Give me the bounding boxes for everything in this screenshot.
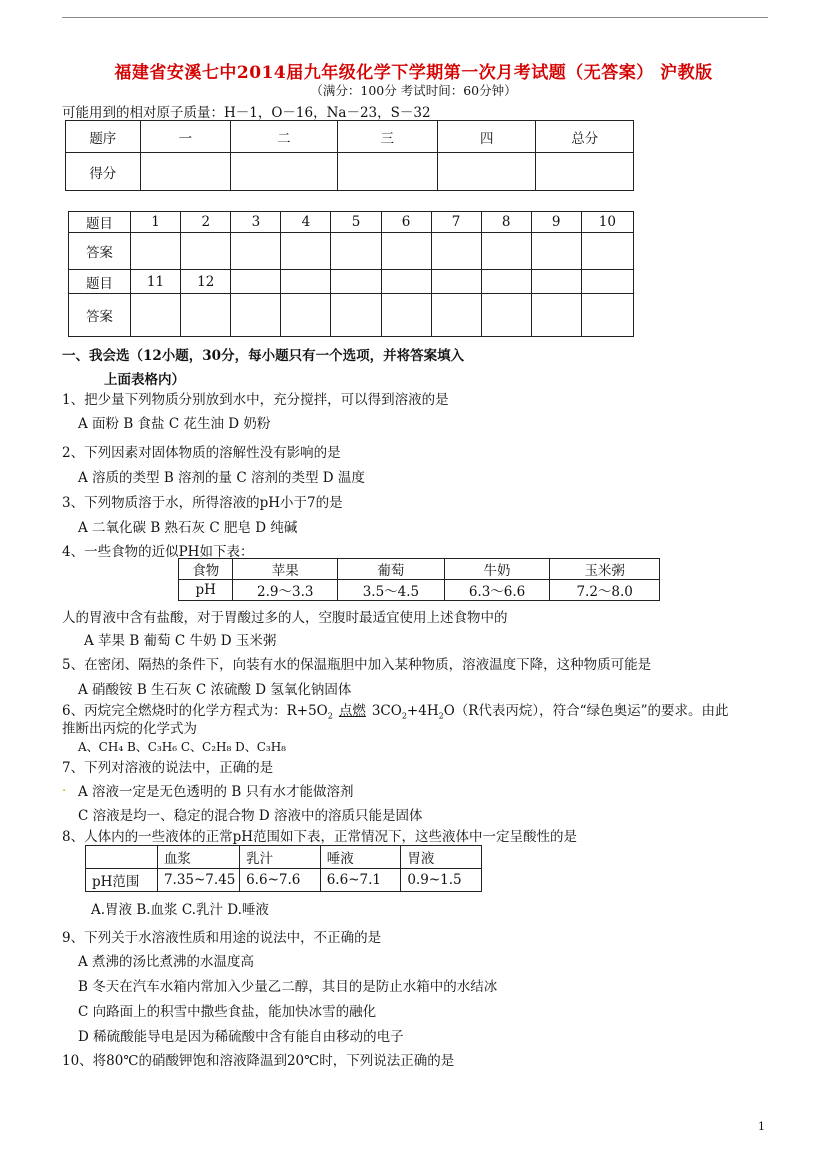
fluid-ph-header bbox=[86, 846, 158, 869]
food-ph-value: 6.3～6.6 bbox=[444, 580, 550, 601]
section-heading: 一、我会选（12小题，30分，每小题只有一个选项，并将答案填入 bbox=[62, 348, 465, 364]
food-ph-value: 3.5～4.5 bbox=[338, 580, 445, 601]
question-2-stem: 2、下列因素对固体物质的溶解性没有影响的是 bbox=[62, 445, 341, 461]
answer-label: 答案 bbox=[69, 233, 131, 270]
question-number: 7 bbox=[431, 212, 481, 233]
question-7-options-cd: C 溶液是均一、稳定的混合物 D 溶液中的溶质只能是固体 bbox=[78, 808, 423, 824]
score-header-cell: 一 bbox=[140, 121, 231, 153]
food-ph-value: 7.2～8.0 bbox=[550, 580, 660, 601]
top-rule bbox=[62, 17, 768, 18]
question-9-option-d: D 稀硫酸能导电是因为稀硫酸中含有能自由移动的电子 bbox=[78, 1029, 404, 1045]
question-5-stem: 5、在密闭、隔热的条件下，向装有水的保温瓶胆中加入某种物质，溶液温度下降，这种物质可能是 bbox=[62, 657, 652, 673]
reaction-condition: 点燃 bbox=[338, 703, 366, 719]
equation-part: +4H bbox=[406, 703, 439, 719]
exam-info: （满分：100分 考试时间：60分钟） bbox=[310, 83, 517, 98]
score-header-cell: 二 bbox=[231, 121, 337, 153]
question-6-line2: 推断出丙烷的化学式为 bbox=[62, 721, 197, 737]
empty-cell bbox=[381, 270, 431, 294]
answer-cell[interactable] bbox=[381, 233, 431, 270]
question-number: 10 bbox=[581, 212, 633, 233]
question-number: 9 bbox=[531, 212, 581, 233]
score-row-label: 得分 bbox=[66, 153, 141, 191]
page-number: 1 bbox=[758, 1120, 765, 1133]
answer-question-label: 题目 bbox=[69, 212, 131, 233]
question-7-stem: 7、下列对溶液的说法中，正确的是 bbox=[62, 760, 274, 776]
question-number: 6 bbox=[381, 212, 431, 233]
question-9-option-a: A 煮沸的汤比煮沸的水温度高 bbox=[78, 954, 255, 970]
question-4-text: 人的胃液中含有盐酸，对于胃酸过多的人，空腹时最适宜使用上述食物中的 bbox=[62, 610, 508, 626]
answer-cell[interactable] bbox=[481, 233, 531, 270]
empty-cell bbox=[231, 294, 281, 337]
fluid-ph-header: 血浆 bbox=[157, 846, 239, 869]
question-number: 1 bbox=[130, 212, 180, 233]
page-title: 福建省安溪七中2014届九年级化学下学期第一次月考试题（无答案） 沪教版 bbox=[114, 63, 713, 83]
question-9-option-c: C 向路面上的积雪中撒些食盐，能加快冰雪的融化 bbox=[78, 1004, 377, 1020]
answer-table bbox=[68, 211, 634, 337]
question-10-stem: 10、将80℃的硝酸钾饱和溶液降温到20℃时，下列说法正确的是 bbox=[62, 1053, 455, 1069]
answer-cell[interactable] bbox=[331, 233, 381, 270]
score-header-cell: 题序 bbox=[66, 121, 141, 153]
section-heading-cont: 上面表格内） bbox=[104, 372, 185, 388]
score-cell[interactable] bbox=[140, 153, 231, 191]
subscript: 2 bbox=[327, 711, 333, 721]
score-cell[interactable] bbox=[337, 153, 437, 191]
score-table bbox=[65, 120, 634, 191]
food-ph-header: 苹果 bbox=[233, 559, 338, 580]
answer-cell[interactable] bbox=[431, 233, 481, 270]
question-9-stem: 9、下列关于水溶液性质和用途的说法中，不正确的是 bbox=[62, 930, 382, 946]
body-fluid-ph-table bbox=[85, 845, 482, 892]
fluid-ph-header: 乳汁 bbox=[240, 846, 321, 869]
fluid-ph-header: 胃液 bbox=[401, 846, 482, 869]
question-number: 3 bbox=[231, 212, 281, 233]
fluid-ph-value: 7.35~7.45 bbox=[157, 869, 239, 892]
question-7-options-ab: A 溶液一定是无色透明的 B 只有水才能做溶剂 bbox=[78, 784, 354, 800]
food-ph-header: 葡萄 bbox=[338, 559, 445, 580]
question-8-options: A.胃液 B.血浆 C.乳汁 D.唾液 bbox=[91, 902, 269, 918]
empty-cell bbox=[331, 294, 381, 337]
food-ph-table bbox=[178, 558, 660, 601]
answer-cell[interactable] bbox=[231, 233, 281, 270]
score-cell[interactable] bbox=[231, 153, 337, 191]
answer-cell[interactable] bbox=[581, 233, 633, 270]
equation-part: O（R代表丙烷），符合“绿色奥运”的要求。由此 bbox=[443, 703, 729, 719]
empty-cell bbox=[581, 270, 633, 294]
answer-cell[interactable] bbox=[281, 233, 331, 270]
empty-cell bbox=[331, 270, 381, 294]
question-1-stem: 1、把少量下列物质分别放到水中，充分搅拌，可以得到溶液的是 bbox=[62, 392, 449, 408]
answer-label: 答案 bbox=[69, 294, 131, 337]
empty-cell bbox=[281, 270, 331, 294]
question-number: 8 bbox=[481, 212, 531, 233]
question-6-options: A、CH₄ B、C₃H₆ C、C₂H₈ D、C₃H₈ bbox=[78, 740, 286, 754]
empty-cell bbox=[231, 270, 281, 294]
question-5-options: A 硝酸铵 B 生石灰 C 浓硫酸 D 氢氧化钠固体 bbox=[78, 682, 352, 698]
question-9-option-b: B 冬天在汽车水箱内常加入少量乙二醇，其目的是防止水箱中的水结冰 bbox=[78, 979, 498, 995]
question-2-options: A 溶质的类型 B 溶剂的量 C 溶剂的类型 D 温度 bbox=[78, 470, 365, 486]
question-number: 4 bbox=[281, 212, 331, 233]
equation-part: 6、丙烷完全燃烧时的化学方程式为：R+5O bbox=[62, 703, 328, 719]
empty-cell bbox=[531, 294, 581, 337]
food-ph-header: 玉米粥 bbox=[550, 559, 660, 580]
fluid-ph-header: 唾液 bbox=[320, 846, 401, 869]
question-number: 12 bbox=[181, 270, 231, 294]
food-ph-header: 食物 bbox=[179, 559, 233, 580]
answer-question-label: 题目 bbox=[69, 270, 131, 294]
score-header-cell: 四 bbox=[438, 121, 536, 153]
empty-cell bbox=[581, 294, 633, 337]
stray-dot: . bbox=[62, 780, 67, 795]
empty-cell bbox=[531, 270, 581, 294]
food-ph-header: 牛奶 bbox=[444, 559, 550, 580]
fluid-ph-label: pH范围 bbox=[86, 869, 158, 892]
subscript: 2 bbox=[401, 711, 407, 721]
fluid-ph-value: 6.6~7.1 bbox=[320, 869, 401, 892]
question-number: 5 bbox=[331, 212, 381, 233]
answer-cell[interactable] bbox=[531, 233, 581, 270]
empty-cell bbox=[481, 294, 531, 337]
question-4-options: A 苹果 B 葡萄 C 牛奶 D 玉米粥 bbox=[84, 633, 277, 649]
fluid-ph-value: 6.6~7.6 bbox=[240, 869, 321, 892]
fluid-ph-value: 0.9~1.5 bbox=[401, 869, 482, 892]
food-ph-label: pH bbox=[179, 580, 233, 601]
question-4-stem: 4、一些食物的近似PH如下表： bbox=[62, 544, 254, 560]
empty-cell bbox=[281, 294, 331, 337]
answer-cell[interactable] bbox=[130, 294, 180, 337]
question-3-options: A 二氧化碳 B 熟石灰 C 肥皂 D 纯碱 bbox=[78, 520, 298, 536]
question-number: 2 bbox=[181, 212, 231, 233]
score-cell[interactable] bbox=[438, 153, 536, 191]
atomic-masses: 可能用到的相对原子质量：H－1，O－16，Na－23，S－32 bbox=[62, 105, 431, 121]
empty-cell bbox=[431, 270, 481, 294]
empty-cell bbox=[481, 270, 531, 294]
answer-cell[interactable] bbox=[130, 233, 180, 270]
question-1-options: A 面粉 B 食盐 C 花生油 D 奶粉 bbox=[78, 416, 271, 432]
subscript: 2 bbox=[438, 711, 444, 721]
score-header-cell: 三 bbox=[337, 121, 437, 153]
food-ph-value: 2.9～3.3 bbox=[233, 580, 338, 601]
question-number: 11 bbox=[130, 270, 180, 294]
score-cell[interactable] bbox=[536, 153, 634, 191]
question-3-stem: 3、下列物质溶于水，所得溶液的pH小于7的是 bbox=[62, 495, 343, 511]
answer-cell[interactable] bbox=[181, 294, 231, 337]
answer-cell[interactable] bbox=[181, 233, 231, 270]
empty-cell bbox=[431, 294, 481, 337]
empty-cell bbox=[381, 294, 431, 337]
equation-part: 3CO bbox=[371, 703, 402, 719]
question-8-stem: 8、人体内的一些液体的正常pH范围如下表，正常情况下，这些液体中一定呈酸性的是 bbox=[62, 829, 578, 845]
score-header-cell: 总分 bbox=[536, 121, 634, 153]
